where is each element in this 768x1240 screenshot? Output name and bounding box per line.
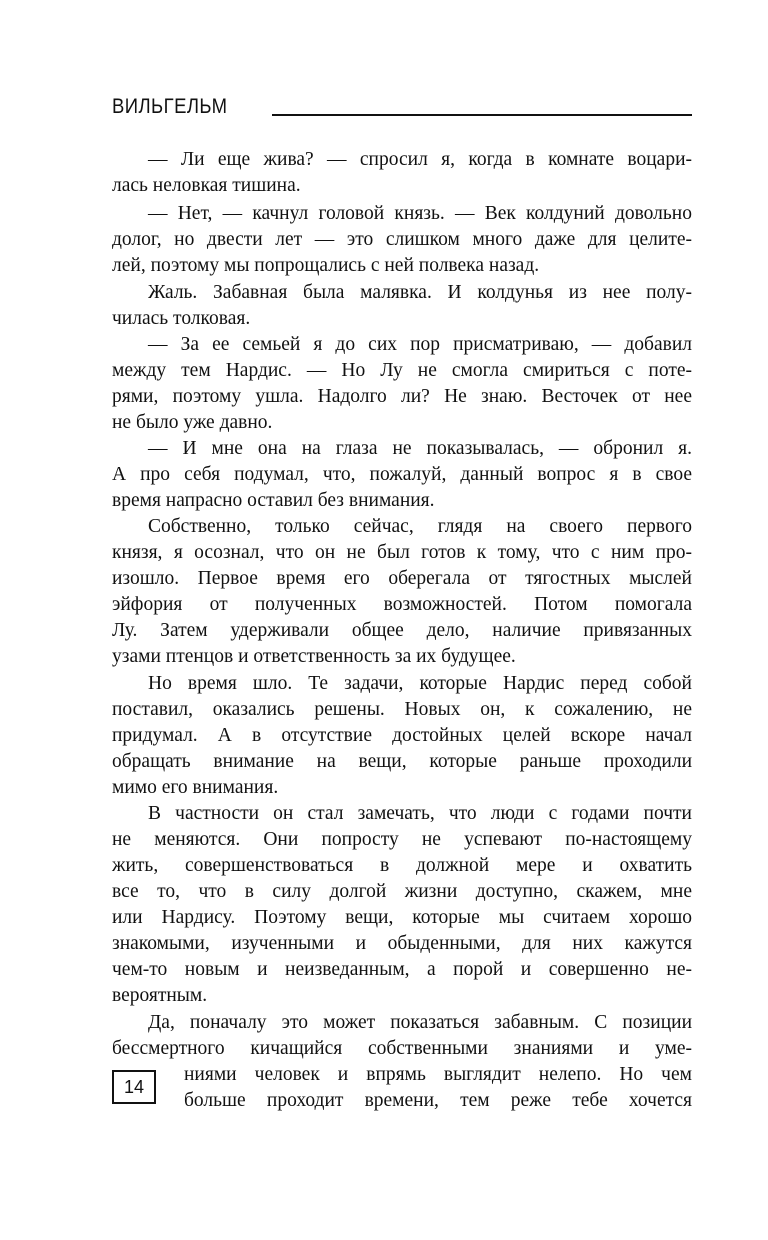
text-line: бессмертного кичащийся собственными знаниями и уме- <box>112 1038 692 1059</box>
text-line: мимо его внимания. <box>112 777 279 798</box>
text-line: лей, поэтому мы попрощались с ней полвека назад. <box>112 255 540 276</box>
text-line: — И мне она на глаза не показывалась, — обронил я. <box>148 438 692 459</box>
text-line: время напрасно оставил без внимания. <box>112 490 435 511</box>
text-line: чилась толковая. <box>112 308 251 329</box>
text-line: вероятным. <box>112 985 208 1006</box>
text-line: — Нет, — качнул головой князь. — Век колдуний довольно <box>148 203 692 224</box>
book-title: ВИЛЬГЕЛЬМ <box>112 95 228 118</box>
text-line: больше проходит времени, тем реже тебе хочется <box>184 1090 692 1111</box>
text-line: рями, поэтому ушла. Надолго ли? Не знаю. Весточек от нее <box>112 386 692 407</box>
text-line: Собственно, только сейчас, глядя на своего первого <box>148 516 692 537</box>
text-line: обращать внимание на вещи, которые раньше проходили <box>112 751 692 772</box>
text-line: ниями человек и впрямь выглядит нелепо. Но чем <box>184 1064 692 1085</box>
text-line: знакомыми, изученными и обыденными, для них кажутся <box>112 933 692 954</box>
text-line: не было уже давно. <box>112 412 273 433</box>
running-header <box>112 92 692 122</box>
page-number: 14 <box>112 1070 156 1104</box>
text-line: эйфория от полученных возможностей. Потом помогала <box>112 594 692 615</box>
text-line: все то, что в силу долгой жизни доступно, скажем, мне <box>112 881 692 902</box>
text-line: — Ли еще жива? — спросил я, когда в комнате воцари- <box>148 149 692 170</box>
text-line: не меняются. Они попросту не успевают по-настоящему <box>112 829 692 850</box>
text-line: Жаль. Забавная была малявка. И колдунья из нее полу- <box>148 282 692 303</box>
text-line: долог, но двести лет — это слишком много даже для целите- <box>112 229 692 250</box>
text-line: жить, совершенствоваться в должной мере и охватить <box>112 855 692 876</box>
text-line: Да, поначалу это может показаться забавным. С позиции <box>148 1012 692 1033</box>
text-line: В частности он стал замечать, что люди с годами почти <box>148 803 692 824</box>
header-rule <box>272 114 692 116</box>
text-line: А про себя подумал, что, пожалуй, данный вопрос я в свое <box>112 464 692 485</box>
text-line: Но время шло. Те задачи, которые Нардис перед собой <box>148 673 692 694</box>
text-line: узами птенцов и ответственность за их будущее. <box>112 646 516 667</box>
text-line: князя, я осознал, что он не был готов к тому, что с ним про- <box>112 542 692 563</box>
text-line: Лу. Затем удерживали общее дело, наличие привязанных <box>112 620 692 641</box>
text-line: придумал. А в отсутствие достойных целей вскоре начал <box>112 725 692 746</box>
text-line: чем-то новым и неизведанным, а порой и совершенно не- <box>112 959 692 980</box>
text-line: между тем Нардис. — Но Лу не смогла смириться с поте- <box>112 360 692 381</box>
text-line: поставил, оказались решены. Новых он, к сожалению, не <box>112 699 692 720</box>
text-line: лась неловкая тишина. <box>112 175 301 196</box>
text-line: или Нардису. Поэтому вещи, которые мы считаем хорошо <box>112 907 692 928</box>
text-line: — За ее семьей я до сих пор присматриваю, — добавил <box>148 334 692 355</box>
text-line: изошло. Первое время его оберегала от тягостных мыслей <box>112 568 692 589</box>
